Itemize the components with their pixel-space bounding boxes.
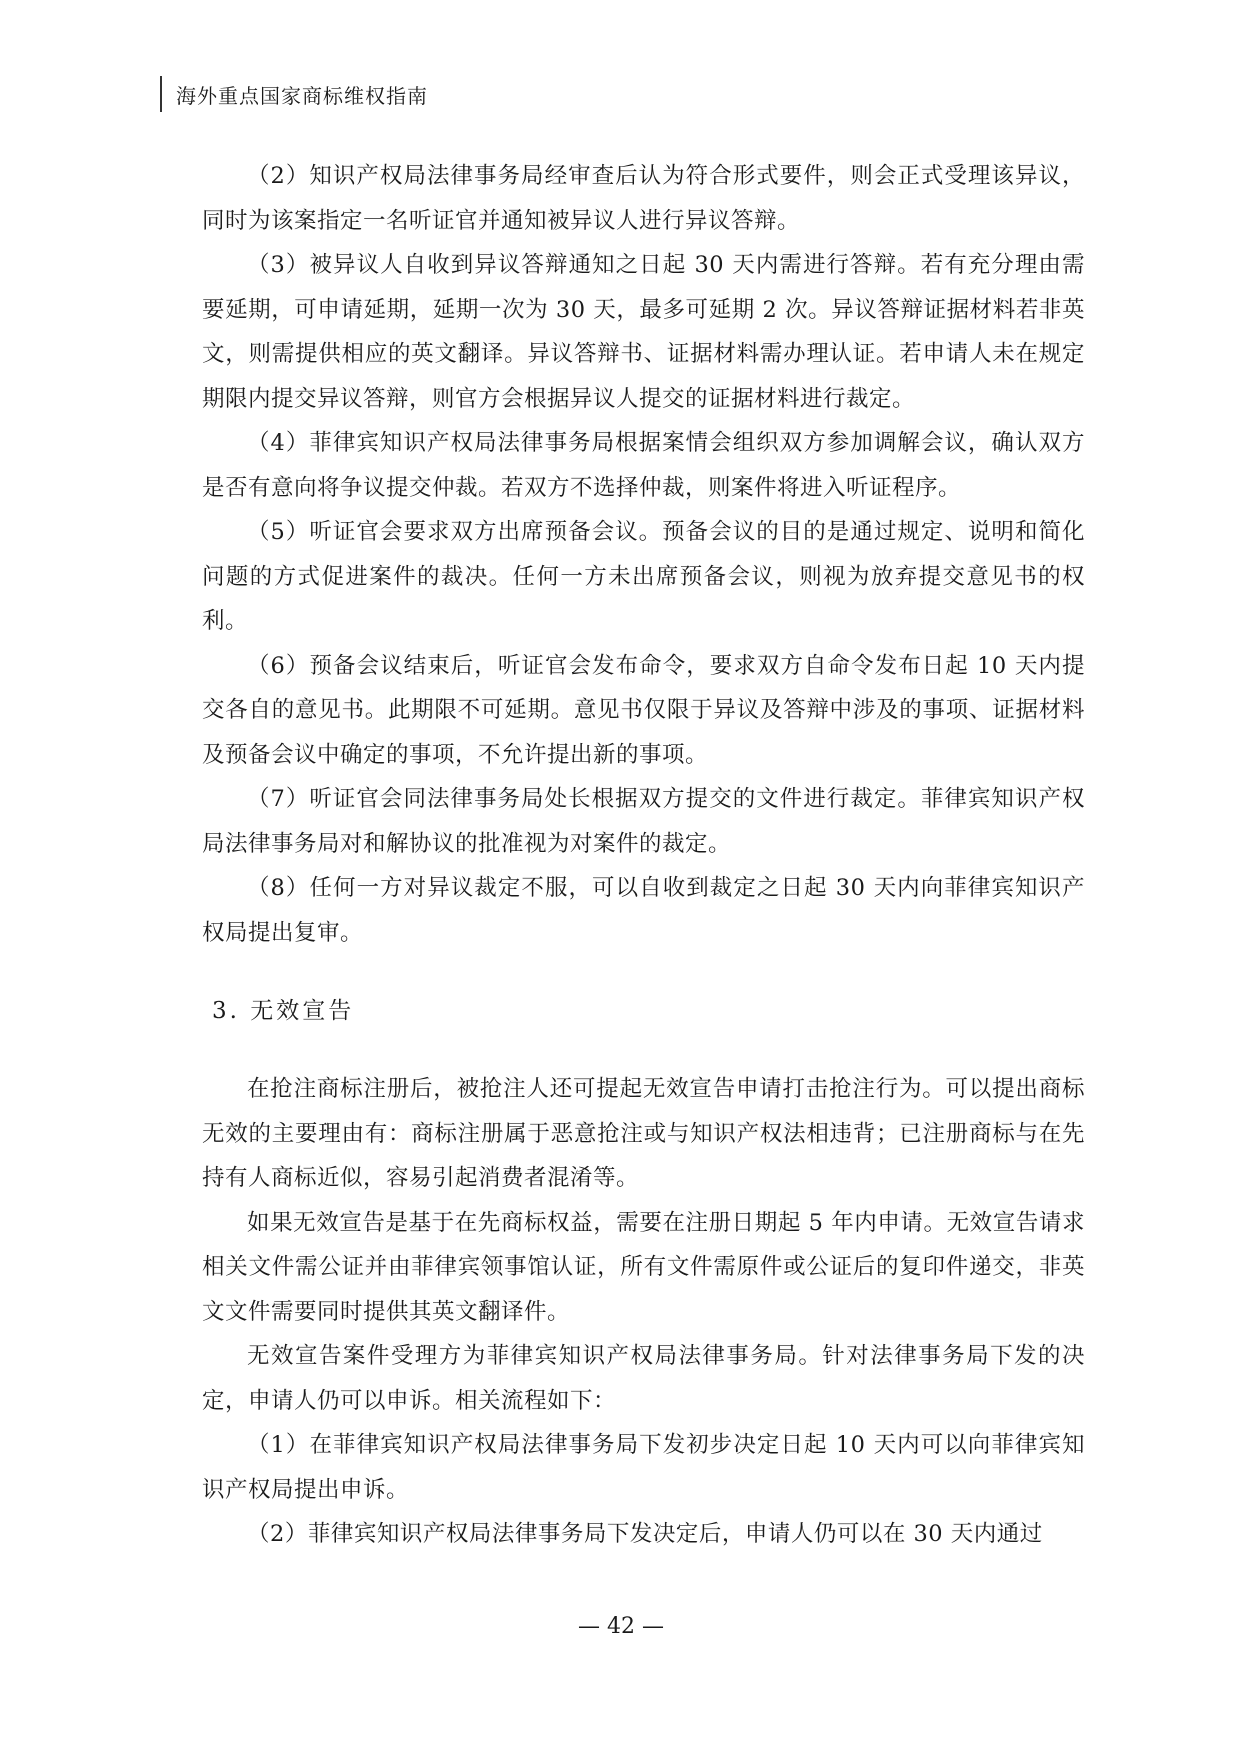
running-title: 海外重点国家商标维权指南 <box>176 83 428 108</box>
paragraph-opposition-step-3: （3）被异议人自收到异议答辩通知之日起 30 天内需进行答辩。若有充分理由需要延期，可申请延期，延期一次为 30 天，最多可延期 2 次。异议答辩证据材料若非英文，则需提供相应的英文翻译。异议答辩书、证据材料需办理认证。若申请人未在规定期限内提交异议答辩，则官方会根据异议人提交的证据材料进行裁定。 <box>202 252 1085 412</box>
paragraph-invalidation-intro: 在抢注商标注册后，被抢注人还可提起无效宣告申请打击抢注行为。可以提出商标无效的主要理由有：商标注册属于恶意抢注或与知识产权法相违背；已注册商标与在先持有人商标近似，容易引起消费者混淆等。 <box>202 1076 1085 1191</box>
paragraph-opposition-step-4: （4）菲律宾知识产权局法律事务局根据案情会组织双方参加调解会议，确认双方是否有意向将争议提交仲裁。若双方不选择仲裁，则案件将进入听证程序。 <box>202 430 1085 501</box>
paragraph-opposition-step-8: （8）任何一方对异议裁定不服，可以自收到裁定之日起 30 天内向菲律宾知识产权局提出复审。 <box>202 875 1085 946</box>
running-head <box>160 76 428 112</box>
page-number: — 42 — <box>578 1614 664 1639</box>
paragraph-invalidation-authority: 无效宣告案件受理方为菲律宾知识产权局法律事务局。针对法律事务局下发的决定，申请人仍可以申诉。相关流程如下： <box>202 1343 1085 1414</box>
paragraph-opposition-step-2: （2）知识产权局法律事务局经审查后认为符合形式要件，则会正式受理该异议，同时为该案指定一名听证官并通知被异议人进行异议答辩。 <box>202 163 1085 234</box>
paragraph-opposition-step-5: （5）听证官会要求双方出席预备会议。预备会议的目的是通过规定、说明和简化问题的方式促进案件的裁决。任何一方未出席预备会议，则视为放弃提交意见书的权利。 <box>202 519 1085 634</box>
paragraph-opposition-step-6: （6）预备会议结束后，听证官会发布命令，要求双方自命令发布日起 10 天内提交各自的意见书。此期限不可延期。意见书仅限于异议及答辩中涉及的事项、证据材料及预备会议中确定的事项，不允许提出新的事项。 <box>202 652 1085 768</box>
body-text <box>202 154 1085 1557</box>
paragraph-invalidation-step-2: （2）菲律宾知识产权局法律事务局下发决定后，申请人仍可以在 30 天内通过 <box>247 1521 1043 1547</box>
paragraph-opposition-step-7: （7）听证官会同法律事务局处长根据双方提交的文件进行裁定。菲律宾知识产权局法律事务局对和解协议的批准视为对案件的裁定。 <box>202 786 1085 857</box>
paragraph-invalidation-step-1: （1）在菲律宾知识产权局法律事务局下发初步决定日起 10 天内可以向菲律宾知识产权局提出申诉。 <box>202 1432 1085 1503</box>
section-heading: 3. 无效宣告 <box>212 998 355 1024</box>
header-rule <box>160 76 162 112</box>
paragraph-invalidation-deadline: 如果无效宣告是基于在先商标权益，需要在注册日期起 5 年内申请。无效宣告请求相关文件需公证并由菲律宾领事馆认证，所有文件需原件或公证后的复印件递交，非英文文件需要同时提供其英文翻译件。 <box>202 1209 1085 1325</box>
